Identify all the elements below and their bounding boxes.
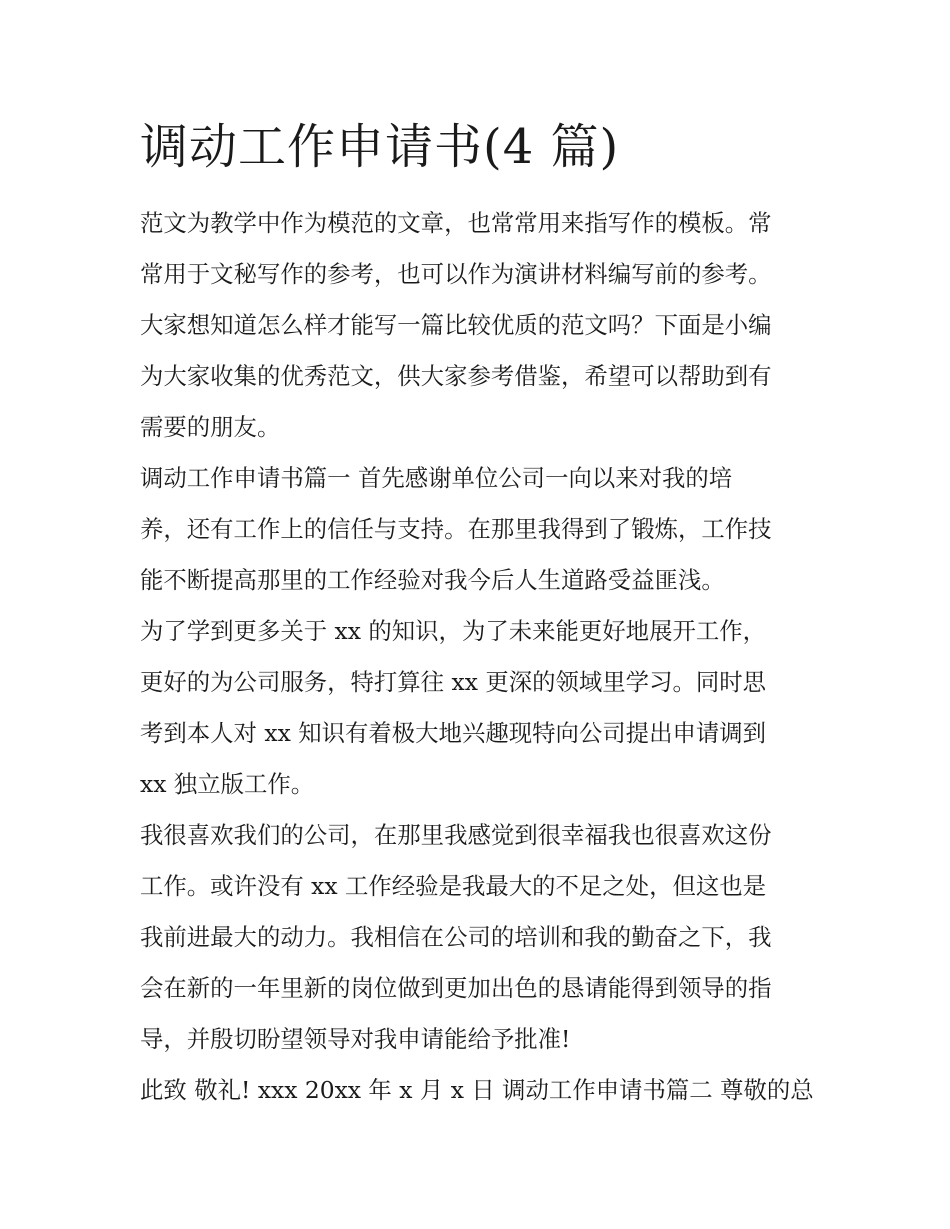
paragraph [140,453,815,606]
text-line: 更好的为公司服务，特打算往 xx 更深的领域里学习。同时思 [140,668,767,696]
text-line: 大家想知道怎么样才能写一篇比较优质的范文吗？下面是小编 [140,311,772,339]
text-line: 常用于文秘写作的参考，也可以作为演讲材料编写前的参考。 [140,260,772,288]
text-line: 能不断提高那里的工作经验对我今后人生道路受益匪浅。 [140,566,725,594]
text-line: 我前进最大的动力。我相信在公司的培训和我的勤奋之下，我 [140,923,772,951]
paragraph [140,606,815,810]
text-line: 此致 敬礼! xxx 20xx 年 x 月 x 日 调动工作申请书篇二 尊敬的总 [140,1076,814,1104]
text-line: 调动工作申请书篇一 首先感谢单位公司一向以来对我的培 [140,464,733,492]
document-title: 调动工作申请书(4 篇) [140,119,620,175]
text-line: 需要的朋友。 [140,413,281,441]
text-line: xx 独立版工作。 [140,770,315,798]
text-line: 我很喜欢我们的公司，在那里我感觉到很幸福我也很喜欢这份 [140,821,772,849]
text-line: 养，还有工作上的信任与支持。在那里我得到了锻炼，工作技 [140,515,772,543]
paragraph [140,198,815,453]
document-body [140,198,815,1116]
text-line: 工作。或许没有 xx 工作经验是我最大的不足之处，但这也是 [140,872,767,900]
text-line: 为大家收集的优秀范文，供大家参考借鉴，希望可以帮助到有 [140,362,772,390]
text-line: 会在新的一年里新的岗位做到更加出色的恳请能得到领导的指 [140,974,772,1002]
text-line: 导，并殷切盼望领导对我申请能给予批准! [140,1025,571,1053]
document-page [140,112,815,1116]
text-line: 为了学到更多关于 xx 的知识，为了未来能更好地展开工作， [140,617,767,645]
paragraph [140,810,815,1065]
text-line: 范文为教学中作为模范的文章，也常常用来指写作的模板。常 [140,209,772,237]
paragraph [140,1065,815,1116]
text-line: 考到本人对 xx 知识有着极大地兴趣现特向公司提出申请调到 [140,719,767,747]
